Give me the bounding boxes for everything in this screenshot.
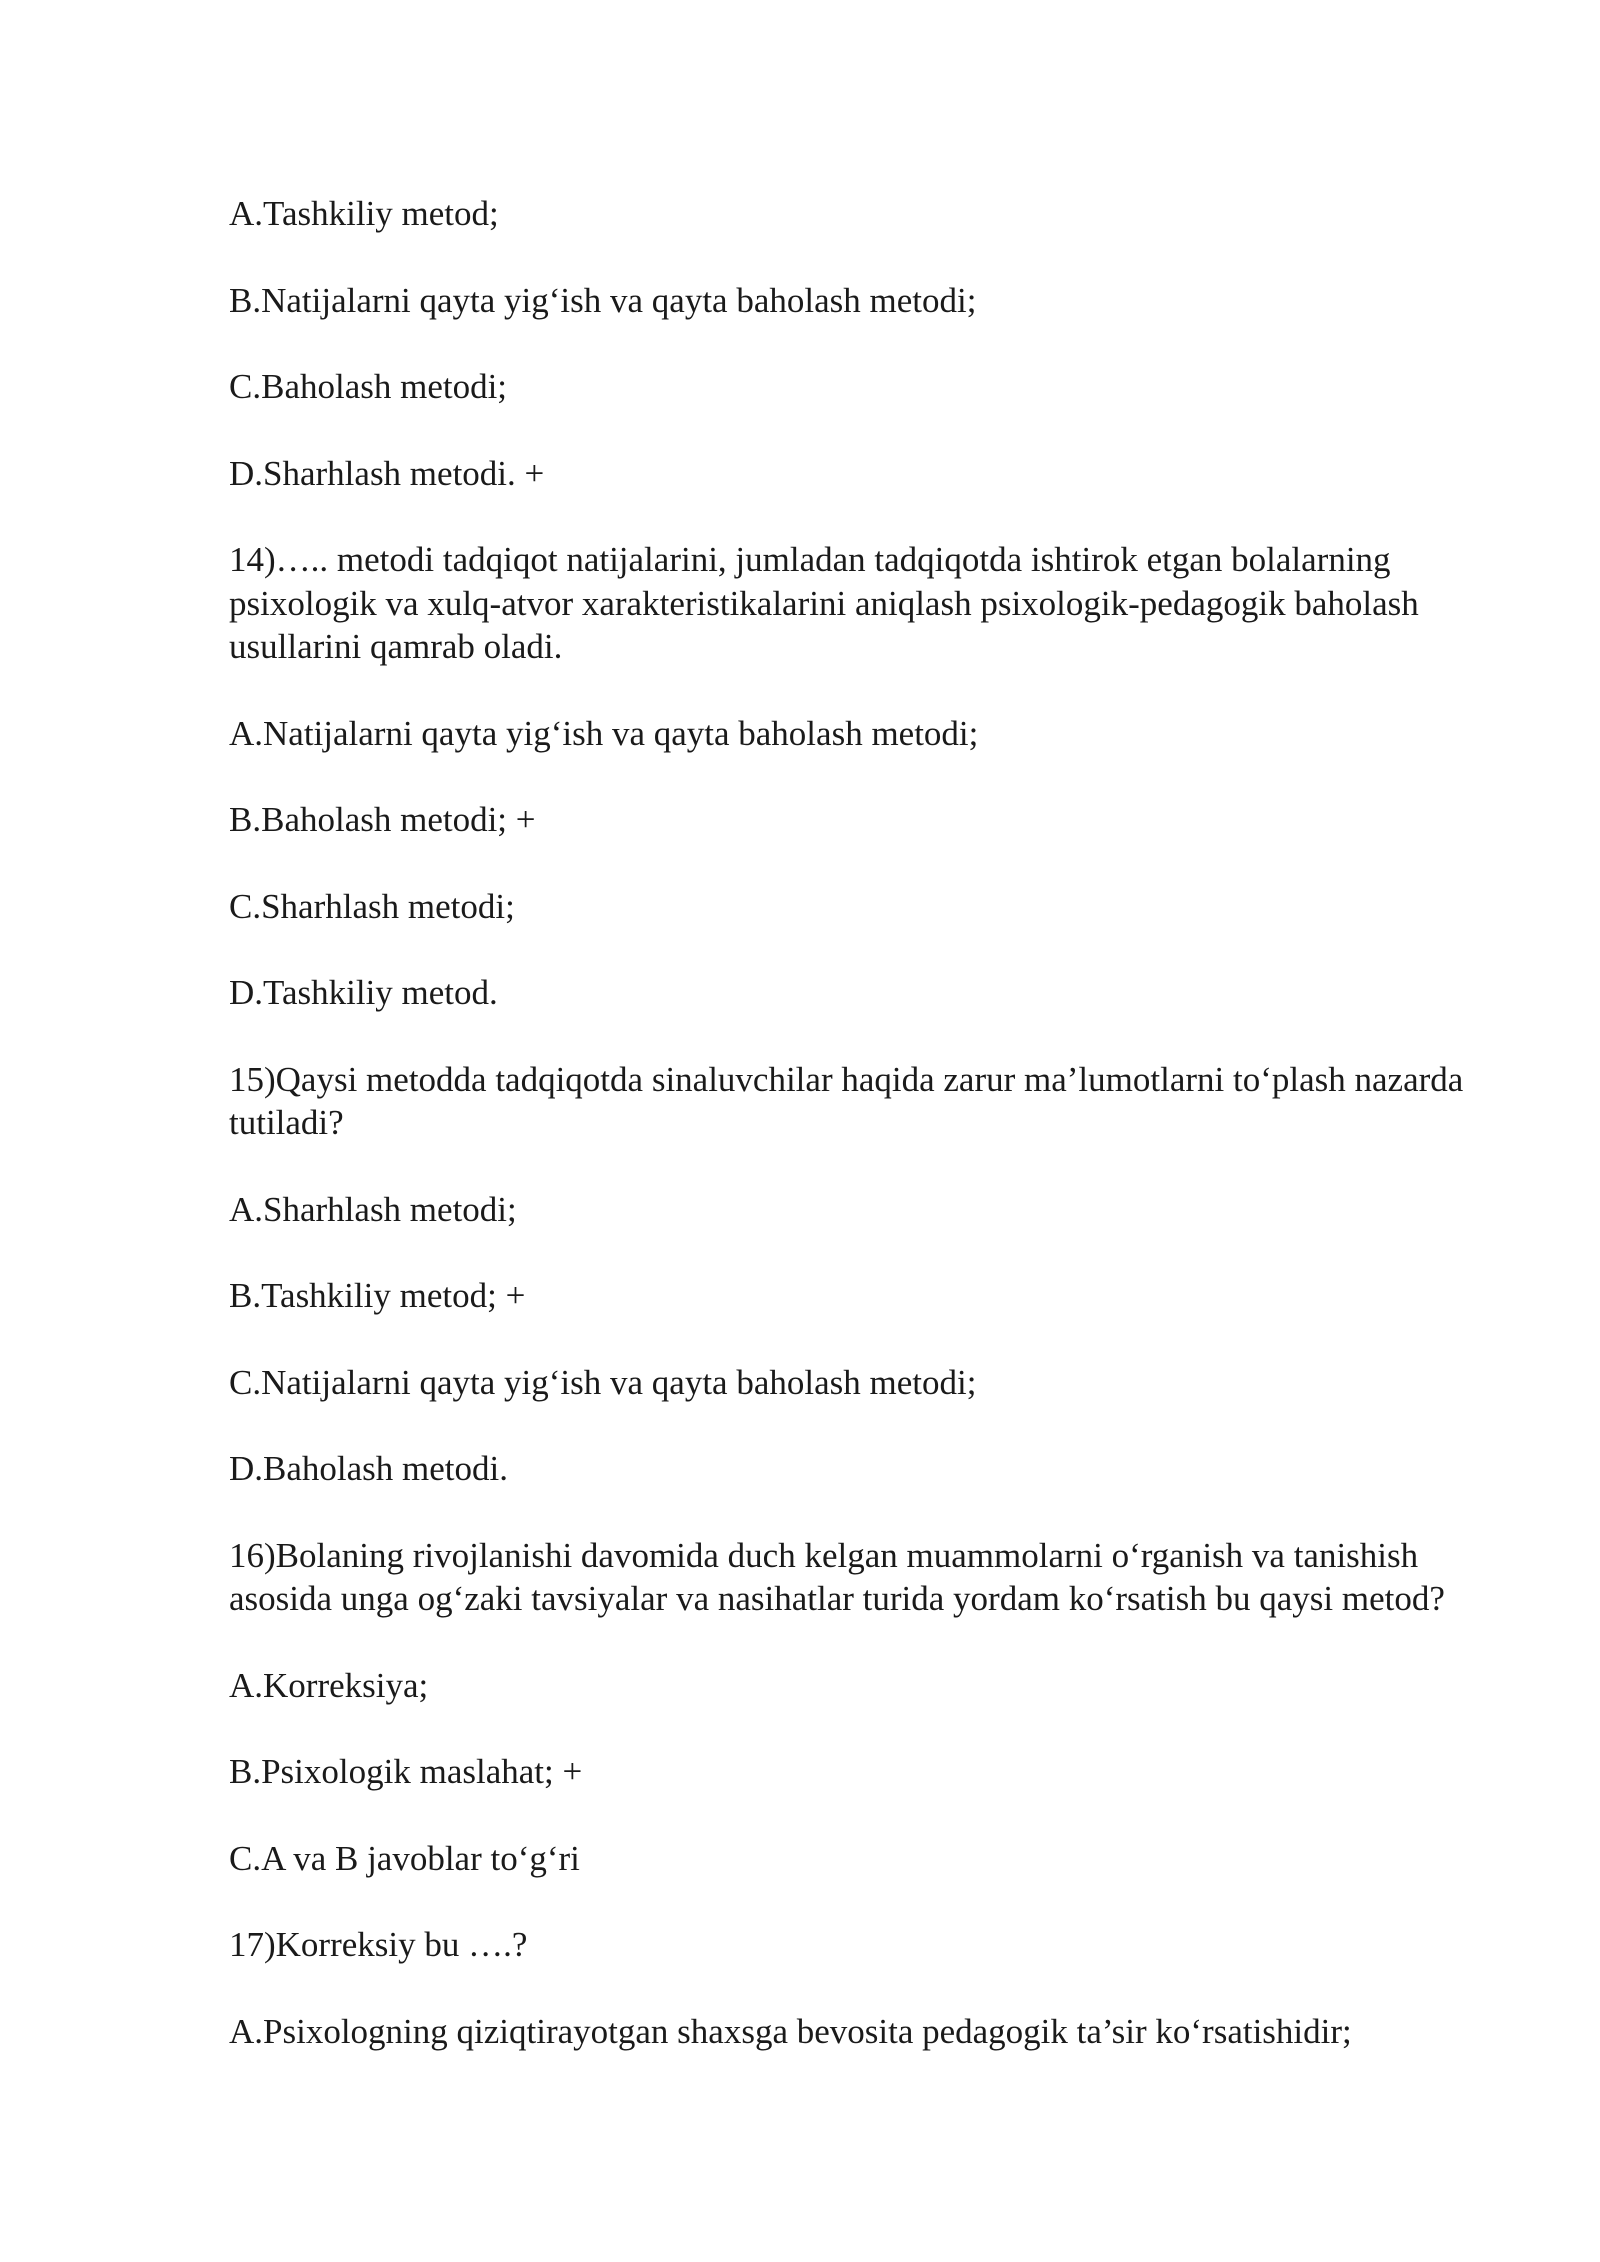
- answer-option: D.Sharhlash metodi. +: [229, 453, 545, 493]
- answer-option: C.A va B javoblar to‘g‘ri: [229, 1838, 580, 1878]
- answer-option: C.Baholash metodi;: [229, 367, 508, 406]
- answer-option: D.Tashkiliy metod.: [229, 973, 498, 1012]
- answer-option: A.Korreksiya;: [229, 1665, 429, 1705]
- question-17: 17)Korreksiy bu ….?: [229, 1925, 528, 1964]
- answer-option: A.Natijalarni qayta yig‘ish va qayta baholash metodi;: [229, 713, 979, 753]
- document-body: [229, 192, 1499, 2096]
- answer-option: B.Baholash metodi; +: [229, 800, 536, 839]
- answer-option: D.Baholash metodi.: [229, 1449, 508, 1488]
- question-15: 15)Qaysi metodda tadqiqotda sinaluvchilar haqida zarur ma’lumotlarni to‘plash nazarda tutiladi?: [229, 1059, 1464, 1142]
- answer-option: C.Sharhlash metodi;: [229, 886, 515, 926]
- answer-option: B.Tashkiliy metod; +: [229, 1276, 526, 1315]
- answer-option: A.Sharhlash metodi;: [229, 1189, 517, 1229]
- question-16: 16)Bolaning rivojlanishi davomida duch kelgan muammolarni o‘rganish va tanishish asosida unga og‘zaki tavsiyalar va nasihatlar turida yordam ko‘rsatish bu qaysi metod?: [229, 1535, 1445, 1618]
- answer-option: A.Tashkiliy metod;: [229, 194, 499, 233]
- answer-option: A.Psixologning qiziqtirayotgan shaxsga bevosita pedagogik ta’sir ko‘rsatishidir;: [229, 2011, 1352, 2051]
- question-14: 14)….. metodi tadqiqot natijalarini, jumladan tadqiqotda ishtirok etgan bolalarning psixologik va xulq-atvor xarakteristikalarini aniqlash psixologik-pedagogik baholash usullarini qamrab oladi.: [229, 540, 1419, 666]
- answer-option: C.Natijalarni qayta yig‘ish va qayta baholash metodi;: [229, 1362, 977, 1402]
- answer-option: B.Natijalarni qayta yig‘ish va qayta baholash metodi;: [229, 280, 977, 320]
- answer-option: B.Psixologik maslahat; +: [229, 1752, 583, 1791]
